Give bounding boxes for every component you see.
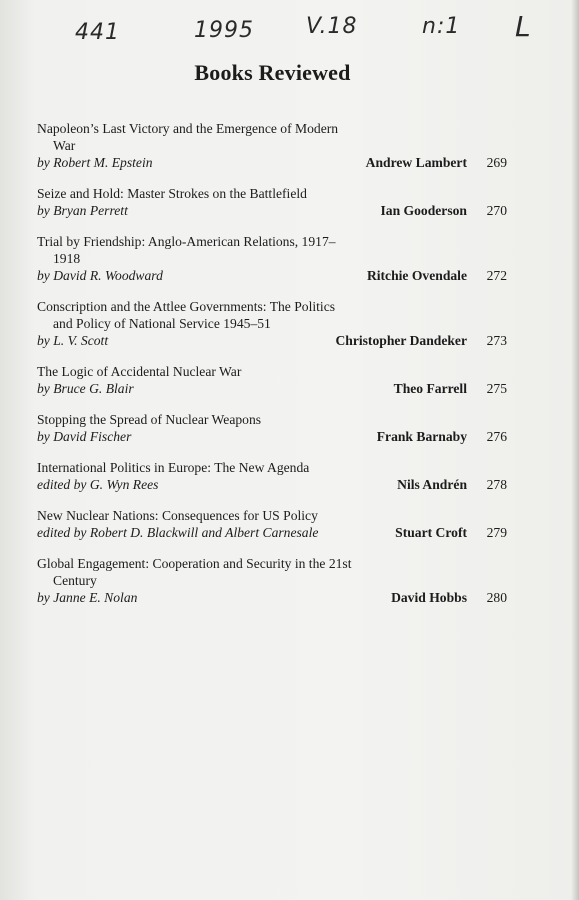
- review-entry: [37, 507, 507, 541]
- book-title: Trial by Friendship: Anglo-American Relations, 1917–1918: [37, 234, 336, 266]
- page-edge-shadow: [571, 0, 579, 900]
- page-number: 278: [486, 477, 507, 492]
- review-entry: [37, 120, 507, 171]
- reviewer-name: David Hobbs: [391, 590, 467, 605]
- handwritten-number: 441: [75, 20, 120, 45]
- page-number: 269: [486, 155, 507, 170]
- page-number: 273: [486, 333, 507, 348]
- page-number: 279: [486, 525, 507, 540]
- book-author: by Janne E. Nolan: [37, 590, 138, 605]
- review-entry: [37, 298, 507, 349]
- reviewer-name: Andrew Lambert: [365, 155, 467, 170]
- reviewer-name: Ritchie Ovendale: [366, 268, 467, 283]
- review-entry: [37, 185, 507, 219]
- book-title: International Politics in Europe: The New Agenda: [37, 460, 310, 475]
- page-title: Books Reviewed: [194, 60, 351, 85]
- handwritten-year: 1995: [194, 18, 254, 43]
- review-entry: [37, 555, 507, 606]
- review-entry: [37, 363, 507, 397]
- handwritten-mark: L: [515, 10, 532, 43]
- reviewer-name: Frank Barnaby: [376, 429, 467, 444]
- reviewer-name: Theo Farrell: [393, 381, 467, 396]
- handwritten-volume: V.18: [306, 14, 358, 39]
- handwritten-issue: n:1: [422, 14, 461, 39]
- reviewer-name: Nils Andrén: [397, 477, 467, 492]
- page-number: 270: [486, 203, 507, 218]
- review-entry: [37, 459, 507, 493]
- book-author: by David Fischer: [37, 429, 132, 444]
- book-author: by Bryan Perrett: [37, 203, 128, 218]
- book-author: by Bruce G. Blair: [37, 381, 134, 396]
- review-entry: [37, 233, 507, 284]
- reviewer-name: Christopher Dandeker: [335, 333, 467, 348]
- book-title: Seize and Hold: Master Strokes on the Battlefield: [37, 186, 307, 201]
- page-number: 272: [486, 268, 507, 283]
- review-entry: [37, 411, 507, 445]
- book-author: by Robert M. Epstein: [37, 155, 153, 170]
- book-title: The Logic of Accidental Nuclear War: [37, 364, 242, 379]
- book-title: Global Engagement: Cooperation and Security in the 21st Century: [37, 556, 352, 588]
- page-number: 280: [486, 590, 507, 605]
- reviewer-name: Ian Gooderson: [380, 203, 467, 218]
- book-title: Stopping the Spread of Nuclear Weapons: [37, 412, 262, 427]
- book-author: edited by G. Wyn Rees: [37, 477, 159, 492]
- book-author: edited by Robert D. Blackwill and Albert Carnesale: [37, 525, 319, 540]
- page-number: 276: [486, 429, 507, 444]
- review-list: [37, 120, 507, 620]
- book-title: Napoleon’s Last Victory and the Emergence of Modern War: [37, 121, 339, 153]
- book-title: Conscription and the Attlee Governments: The Politics and Policy of National Service 1945–51: [37, 299, 336, 331]
- book-title: New Nuclear Nations: Consequences for US Policy: [37, 508, 318, 523]
- book-author: by David R. Woodward: [37, 268, 163, 283]
- reviewer-name: Stuart Croft: [395, 525, 467, 540]
- handwritten-annotation: [70, 8, 550, 58]
- book-author: by L. V. Scott: [37, 333, 109, 348]
- page-number: 275: [486, 381, 507, 396]
